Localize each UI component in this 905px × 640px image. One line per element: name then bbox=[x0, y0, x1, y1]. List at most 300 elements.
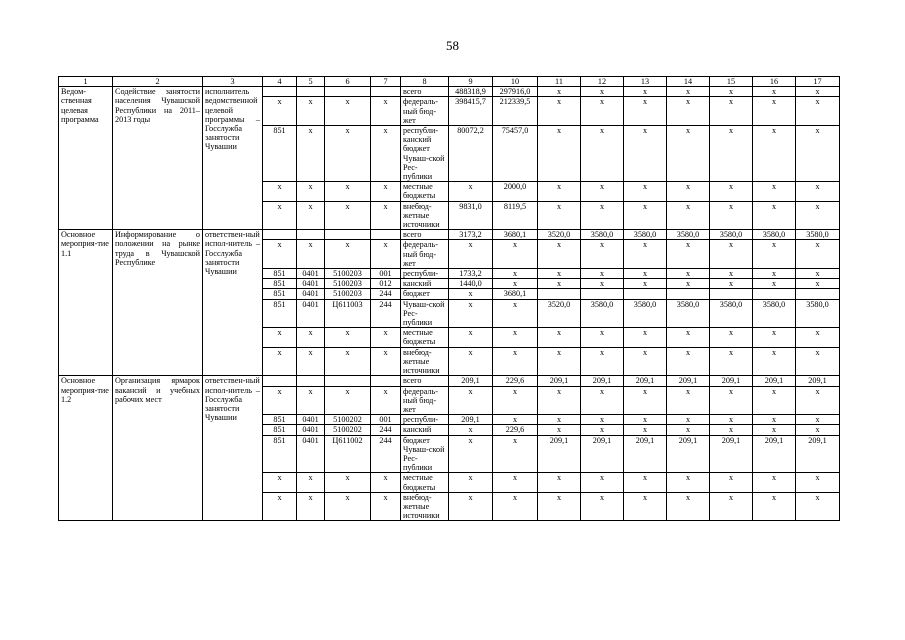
amount-cell: х bbox=[667, 347, 710, 376]
budget-code: х bbox=[297, 492, 325, 521]
amount-cell: х bbox=[581, 328, 624, 347]
amount-cell: х bbox=[624, 182, 667, 201]
amount-cell: 488318,9 bbox=[449, 87, 493, 97]
amount-cell: 209,1 bbox=[624, 435, 667, 473]
funding-source: внебюд-жетные источники bbox=[401, 492, 449, 521]
budget-code: 5100202 bbox=[325, 425, 371, 435]
amount-cell: 209,1 bbox=[753, 435, 796, 473]
amount-cell: х bbox=[667, 126, 710, 182]
funding-source: республи- bbox=[401, 269, 449, 279]
funding-source: республи- bbox=[401, 415, 449, 425]
amount-cell bbox=[624, 289, 667, 299]
funding-source: внебюд-жетные источники bbox=[401, 201, 449, 230]
budget-code: х bbox=[371, 240, 401, 269]
budget-code: Ц611002 bbox=[325, 435, 371, 473]
amount-cell: х bbox=[538, 473, 581, 492]
amount-cell: 3580,0 bbox=[624, 230, 667, 240]
amount-cell: 8119,5 bbox=[493, 201, 538, 230]
budget-code: х bbox=[263, 473, 297, 492]
budget-code: 0401 bbox=[297, 279, 325, 289]
amount-cell bbox=[796, 289, 840, 299]
amount-cell: 3173,2 bbox=[449, 230, 493, 240]
amount-cell: 209,1 bbox=[796, 376, 840, 386]
budget-code: х bbox=[297, 182, 325, 201]
amount-cell: 209,1 bbox=[753, 376, 796, 386]
funding-source: бюджет Чуваш-ской Рес-публики bbox=[401, 435, 449, 473]
amount-cell: х bbox=[710, 328, 753, 347]
budget-code bbox=[263, 230, 297, 240]
amount-cell: х bbox=[796, 328, 840, 347]
amount-cell: 209,1 bbox=[710, 435, 753, 473]
budget-code bbox=[263, 87, 297, 97]
amount-cell: х bbox=[449, 386, 493, 415]
budget-code: х bbox=[263, 240, 297, 269]
amount-cell: 209,1 bbox=[581, 435, 624, 473]
row-type: Основное мероприя-тие 1.2 bbox=[59, 376, 113, 521]
budget-code: х bbox=[263, 492, 297, 521]
amount-cell: х bbox=[796, 126, 840, 182]
budget-code bbox=[325, 87, 371, 97]
amount-cell: х bbox=[710, 492, 753, 521]
amount-cell: х bbox=[796, 279, 840, 289]
column-number: 10 bbox=[493, 77, 538, 87]
amount-cell: х bbox=[538, 201, 581, 230]
amount-cell: х bbox=[493, 279, 538, 289]
budget-code: х bbox=[325, 126, 371, 182]
amount-cell: х bbox=[753, 269, 796, 279]
amount-cell: х bbox=[581, 492, 624, 521]
budget-code bbox=[371, 230, 401, 240]
budget-code: 851 bbox=[263, 415, 297, 425]
amount-cell: х bbox=[796, 97, 840, 126]
amount-cell: х bbox=[753, 182, 796, 201]
budget-code: х bbox=[371, 492, 401, 521]
amount-cell: 297916,0 bbox=[493, 87, 538, 97]
amount-cell: 3580,0 bbox=[796, 299, 840, 328]
amount-cell: 75457,0 bbox=[493, 126, 538, 182]
column-number: 9 bbox=[449, 77, 493, 87]
funding-source: местные бюджеты bbox=[401, 182, 449, 201]
budget-code: 0401 bbox=[297, 299, 325, 328]
budget-code: 5100203 bbox=[325, 289, 371, 299]
budget-code: х bbox=[297, 126, 325, 182]
budget-code: х bbox=[325, 473, 371, 492]
amount-cell: х bbox=[667, 87, 710, 97]
amount-cell: х bbox=[667, 97, 710, 126]
funding-source: Чуваш-ской Рес-публики bbox=[401, 299, 449, 328]
budget-code: х bbox=[297, 328, 325, 347]
column-number: 4 bbox=[263, 77, 297, 87]
amount-cell: х bbox=[667, 182, 710, 201]
amount-cell: 3580,0 bbox=[667, 230, 710, 240]
executor: исполнитель ведомственной целевой программы – Госслужба занятости Чувашии bbox=[203, 87, 263, 230]
budget-code: х bbox=[325, 182, 371, 201]
amount-cell: х bbox=[796, 347, 840, 376]
budget-table bbox=[58, 76, 840, 521]
executor: ответствен-ный испол-нитель – Госслужба занятости Чувашии bbox=[203, 376, 263, 521]
amount-cell: х bbox=[538, 386, 581, 415]
amount-cell: х bbox=[493, 435, 538, 473]
funding-source: всего bbox=[401, 230, 449, 240]
amount-cell: х bbox=[581, 425, 624, 435]
budget-code: х bbox=[325, 240, 371, 269]
amount-cell: х bbox=[624, 126, 667, 182]
funding-source: внебюд-жетные источники bbox=[401, 347, 449, 376]
amount-cell: х bbox=[667, 492, 710, 521]
funding-source: федераль-ный бюд-жет bbox=[401, 386, 449, 415]
budget-code: х bbox=[263, 182, 297, 201]
column-number: 7 bbox=[371, 77, 401, 87]
measure-name: Информирование о положении на рынке труда в Чувашской Республике bbox=[113, 230, 203, 376]
column-number: 8 bbox=[401, 77, 449, 87]
amount-cell: х bbox=[538, 492, 581, 521]
amount-cell: х bbox=[449, 435, 493, 473]
amount-cell: х bbox=[581, 240, 624, 269]
amount-cell: х bbox=[624, 425, 667, 435]
budget-code bbox=[297, 230, 325, 240]
amount-cell: х bbox=[710, 201, 753, 230]
budget-code: х bbox=[325, 201, 371, 230]
budget-code: х bbox=[325, 386, 371, 415]
amount-cell: х bbox=[667, 279, 710, 289]
budget-code: 851 bbox=[263, 435, 297, 473]
budget-code bbox=[297, 87, 325, 97]
amount-cell: х bbox=[796, 492, 840, 521]
row-type: Основное мероприя-тие 1.1 bbox=[59, 230, 113, 376]
measure-name: Содействие занятости населения Чувашской Республики на 2011–2013 годы bbox=[113, 87, 203, 230]
amount-cell: х bbox=[796, 182, 840, 201]
amount-cell: 3580,0 bbox=[710, 299, 753, 328]
amount-cell: х bbox=[796, 87, 840, 97]
amount-cell: х bbox=[493, 347, 538, 376]
amount-cell: х bbox=[581, 87, 624, 97]
amount-cell: х bbox=[449, 182, 493, 201]
amount-cell: х bbox=[796, 240, 840, 269]
budget-code: х bbox=[371, 473, 401, 492]
funding-source: бюджет bbox=[401, 289, 449, 299]
column-number: 2 bbox=[113, 77, 203, 87]
amount-cell bbox=[581, 289, 624, 299]
budget-code bbox=[325, 376, 371, 386]
amount-cell: 209,1 bbox=[449, 376, 493, 386]
amount-cell: 3580,0 bbox=[624, 299, 667, 328]
amount-cell: х bbox=[581, 473, 624, 492]
amount-cell: х bbox=[753, 126, 796, 182]
amount-cell: х bbox=[538, 240, 581, 269]
amount-cell: 3580,0 bbox=[667, 299, 710, 328]
amount-cell: х bbox=[624, 386, 667, 415]
header-row bbox=[59, 77, 840, 87]
budget-code: 244 bbox=[371, 289, 401, 299]
amount-cell: 229,6 bbox=[493, 376, 538, 386]
amount-cell: х bbox=[710, 240, 753, 269]
budget-code: х bbox=[371, 386, 401, 415]
amount-cell: 398415,7 bbox=[449, 97, 493, 126]
amount-cell: х bbox=[493, 328, 538, 347]
amount-cell: х bbox=[581, 347, 624, 376]
budget-code: х bbox=[263, 328, 297, 347]
column-number: 11 bbox=[538, 77, 581, 87]
column-number: 12 bbox=[581, 77, 624, 87]
budget-code bbox=[297, 376, 325, 386]
amount-cell: х bbox=[538, 415, 581, 425]
budget-code: 0401 bbox=[297, 289, 325, 299]
budget-code: 244 bbox=[371, 299, 401, 328]
amount-cell: х bbox=[493, 492, 538, 521]
amount-cell: х bbox=[710, 473, 753, 492]
funding-source: канский bbox=[401, 425, 449, 435]
budget-code: х bbox=[371, 347, 401, 376]
amount-cell: х bbox=[796, 386, 840, 415]
budget-code: х bbox=[297, 386, 325, 415]
measure-name: Организация ярмарок вакансий и учебных рабочих мест bbox=[113, 376, 203, 521]
amount-cell bbox=[667, 289, 710, 299]
amount-cell: 1440,0 bbox=[449, 279, 493, 289]
amount-cell: х bbox=[667, 415, 710, 425]
amount-cell: х bbox=[493, 269, 538, 279]
budget-code bbox=[371, 87, 401, 97]
budget-code: Ц611003 bbox=[325, 299, 371, 328]
amount-cell: х bbox=[710, 279, 753, 289]
amount-cell: х bbox=[538, 269, 581, 279]
amount-cell bbox=[538, 289, 581, 299]
amount-cell: х bbox=[449, 328, 493, 347]
amount-cell: 212339,5 bbox=[493, 97, 538, 126]
column-number: 3 bbox=[203, 77, 263, 87]
amount-cell: х bbox=[581, 126, 624, 182]
budget-code: х bbox=[263, 386, 297, 415]
amount-cell: х bbox=[667, 328, 710, 347]
budget-code: 851 bbox=[263, 289, 297, 299]
budget-code: х bbox=[371, 97, 401, 126]
amount-cell: х bbox=[624, 87, 667, 97]
amount-cell: х bbox=[449, 425, 493, 435]
budget-code: 851 bbox=[263, 279, 297, 289]
amount-cell: х bbox=[796, 201, 840, 230]
column-number: 15 bbox=[710, 77, 753, 87]
amount-cell: х bbox=[796, 269, 840, 279]
table-row bbox=[59, 230, 840, 240]
amount-cell: х bbox=[538, 347, 581, 376]
amount-cell: х bbox=[753, 473, 796, 492]
amount-cell: х bbox=[667, 240, 710, 269]
table-body bbox=[59, 77, 840, 521]
amount-cell: х bbox=[796, 473, 840, 492]
amount-cell: х bbox=[753, 492, 796, 521]
funding-source: всего bbox=[401, 376, 449, 386]
funding-source: всего bbox=[401, 87, 449, 97]
amount-cell: х bbox=[624, 347, 667, 376]
budget-code: 851 bbox=[263, 269, 297, 279]
budget-code: х bbox=[263, 347, 297, 376]
amount-cell: х bbox=[538, 182, 581, 201]
amount-cell: х bbox=[710, 269, 753, 279]
amount-cell: х bbox=[753, 201, 796, 230]
amount-cell: х bbox=[796, 415, 840, 425]
budget-code: 012 bbox=[371, 279, 401, 289]
funding-source: канский bbox=[401, 279, 449, 289]
amount-cell: х bbox=[493, 473, 538, 492]
amount-cell: х bbox=[624, 240, 667, 269]
amount-cell: х bbox=[493, 240, 538, 269]
budget-code: 851 bbox=[263, 299, 297, 328]
amount-cell: х bbox=[581, 269, 624, 279]
budget-code: х bbox=[325, 97, 371, 126]
amount-cell: х bbox=[667, 201, 710, 230]
amount-cell: х bbox=[667, 473, 710, 492]
amount-cell: х bbox=[667, 269, 710, 279]
amount-cell: х bbox=[753, 97, 796, 126]
amount-cell: 9831,0 bbox=[449, 201, 493, 230]
amount-cell: х bbox=[710, 347, 753, 376]
amount-cell: х bbox=[710, 182, 753, 201]
amount-cell: х bbox=[624, 415, 667, 425]
amount-cell: х bbox=[710, 126, 753, 182]
page-number: 58 bbox=[446, 38, 459, 53]
amount-cell: 3680,1 bbox=[493, 289, 538, 299]
amount-cell: х bbox=[624, 473, 667, 492]
amount-cell: х bbox=[624, 492, 667, 521]
amount-cell: 3580,0 bbox=[753, 299, 796, 328]
budget-code: 5100202 bbox=[325, 415, 371, 425]
amount-cell: х bbox=[753, 425, 796, 435]
budget-code: х bbox=[297, 473, 325, 492]
amount-cell: х bbox=[710, 425, 753, 435]
budget-code: 001 bbox=[371, 269, 401, 279]
amount-cell: х bbox=[753, 240, 796, 269]
column-number: 6 bbox=[325, 77, 371, 87]
amount-cell: 80072,2 bbox=[449, 126, 493, 182]
amount-cell: х bbox=[581, 97, 624, 126]
budget-code: 244 bbox=[371, 435, 401, 473]
amount-cell: 3580,0 bbox=[710, 230, 753, 240]
amount-cell: х bbox=[667, 386, 710, 415]
row-type: Ведом-ственная целевая программа bbox=[59, 87, 113, 230]
amount-cell: х bbox=[624, 97, 667, 126]
amount-cell: 3680,1 bbox=[493, 230, 538, 240]
amount-cell: х bbox=[796, 425, 840, 435]
amount-cell: х bbox=[753, 386, 796, 415]
budget-code: х bbox=[297, 201, 325, 230]
amount-cell: 209,1 bbox=[796, 435, 840, 473]
budget-code: 5100203 bbox=[325, 279, 371, 289]
amount-cell: х bbox=[624, 328, 667, 347]
amount-cell: х bbox=[493, 386, 538, 415]
amount-cell: х bbox=[493, 415, 538, 425]
amount-cell: 3580,0 bbox=[753, 230, 796, 240]
column-number: 1 bbox=[59, 77, 113, 87]
amount-cell: х bbox=[538, 328, 581, 347]
budget-code: 851 bbox=[263, 425, 297, 435]
amount-cell: 209,1 bbox=[624, 376, 667, 386]
amount-cell: х bbox=[667, 425, 710, 435]
budget-code: 0401 bbox=[297, 269, 325, 279]
amount-cell: х bbox=[493, 299, 538, 328]
amount-cell: 3520,0 bbox=[538, 299, 581, 328]
budget-code: х bbox=[325, 328, 371, 347]
amount-cell: х bbox=[449, 240, 493, 269]
column-number: 5 bbox=[297, 77, 325, 87]
table-row bbox=[59, 376, 840, 386]
executor: ответствен-ный испол-нитель – Госслужба занятости Чувашии bbox=[203, 230, 263, 376]
amount-cell: 209,1 bbox=[710, 376, 753, 386]
budget-code: 0401 bbox=[297, 425, 325, 435]
amount-cell: х bbox=[753, 87, 796, 97]
amount-cell: 3580,0 bbox=[581, 299, 624, 328]
budget-code: х bbox=[371, 182, 401, 201]
amount-cell: х bbox=[753, 415, 796, 425]
amount-cell: х bbox=[581, 279, 624, 289]
amount-cell: 209,1 bbox=[581, 376, 624, 386]
column-number: 13 bbox=[624, 77, 667, 87]
budget-code: х bbox=[371, 201, 401, 230]
amount-cell: х bbox=[449, 347, 493, 376]
amount-cell: х bbox=[538, 126, 581, 182]
amount-cell: 3580,0 bbox=[581, 230, 624, 240]
budget-code: х bbox=[263, 201, 297, 230]
amount-cell bbox=[753, 289, 796, 299]
budget-code: 851 bbox=[263, 126, 297, 182]
column-number: 14 bbox=[667, 77, 710, 87]
amount-cell: х bbox=[624, 201, 667, 230]
amount-cell: х bbox=[710, 415, 753, 425]
budget-code: х bbox=[297, 347, 325, 376]
budget-code: х bbox=[297, 240, 325, 269]
amount-cell: 209,1 bbox=[667, 435, 710, 473]
amount-cell: 209,1 bbox=[538, 435, 581, 473]
amount-cell: 1733,2 bbox=[449, 269, 493, 279]
amount-cell: х bbox=[581, 415, 624, 425]
budget-code: 0401 bbox=[297, 415, 325, 425]
amount-cell: х bbox=[581, 201, 624, 230]
budget-code bbox=[325, 230, 371, 240]
budget-code: 001 bbox=[371, 415, 401, 425]
amount-cell: х bbox=[449, 473, 493, 492]
amount-cell: 209,1 bbox=[449, 415, 493, 425]
funding-source: местные бюджеты bbox=[401, 473, 449, 492]
budget-code: х bbox=[325, 347, 371, 376]
funding-source: местные бюджеты bbox=[401, 328, 449, 347]
budget-code: х bbox=[297, 97, 325, 126]
budget-code: 0401 bbox=[297, 435, 325, 473]
amount-cell: х bbox=[449, 299, 493, 328]
amount-cell: х bbox=[624, 279, 667, 289]
amount-cell: х bbox=[449, 289, 493, 299]
amount-cell: 209,1 bbox=[667, 376, 710, 386]
budget-code bbox=[371, 376, 401, 386]
amount-cell: 3520,0 bbox=[538, 230, 581, 240]
amount-cell: х bbox=[710, 87, 753, 97]
budget-code: 244 bbox=[371, 425, 401, 435]
amount-cell: х bbox=[753, 347, 796, 376]
amount-cell: х bbox=[624, 269, 667, 279]
table-row bbox=[59, 87, 840, 97]
amount-cell: х bbox=[710, 386, 753, 415]
funding-source: республи-канский бюджет Чуваш-ской Рес-публики bbox=[401, 126, 449, 182]
amount-cell: 2000,0 bbox=[493, 182, 538, 201]
budget-code bbox=[263, 376, 297, 386]
amount-cell: х bbox=[538, 97, 581, 126]
budget-code: х bbox=[325, 492, 371, 521]
amount-cell: х bbox=[753, 279, 796, 289]
amount-cell: х bbox=[581, 182, 624, 201]
column-number: 16 bbox=[753, 77, 796, 87]
amount-cell: х bbox=[753, 328, 796, 347]
amount-cell: х bbox=[581, 386, 624, 415]
amount-cell: 229,6 bbox=[493, 425, 538, 435]
budget-code: х bbox=[263, 97, 297, 126]
column-number: 17 bbox=[796, 77, 840, 87]
